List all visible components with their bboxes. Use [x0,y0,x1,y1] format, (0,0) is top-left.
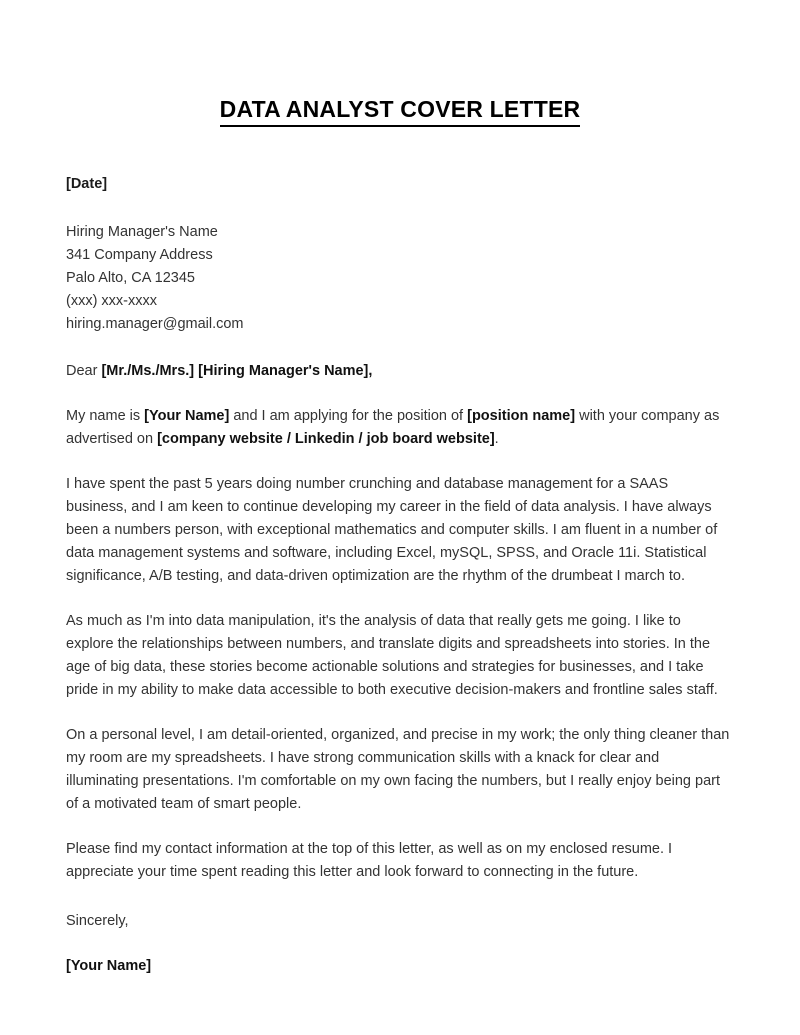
paragraph-1-part-1: My name is [66,407,145,424]
body-paragraph-3: As much as I'm into data manipulation, it's the analysis of data that really gets me going. I like to explore the relationships between numbers, and translate digits and spreadsheets into stories. In the age of big data, these stories become actionable solutions and strategies for businesses, and I take pride in my ability to make data accessible to both executive decision-makers and frontline sales staff. [66,612,718,698]
recipient-email: hiring.manager@gmail.com [66,315,244,332]
recipient-city-state-zip: Palo Alto, CA 12345 [66,269,195,286]
closing-line: Sincerely, [66,912,129,929]
salutation-greeting: Dear [66,362,102,379]
paragraph-1-part-4: . [494,430,499,447]
page-title-text: DATA ANALYST COVER LETTER [220,96,581,127]
recipient-address-block [66,196,734,336]
your-name-placeholder: [Your Name] [144,407,230,424]
page-title [66,0,734,127]
paragraph-1-part-2: and I am applying for the position of [229,407,468,424]
recipient-street: 341 Company Address [66,246,213,263]
salutation-line [66,336,734,383]
company-website-placeholder: [company website / Linkedin / job board website] [157,430,495,447]
salutation-name-placeholder: [Hiring Manager's Name], [198,362,373,379]
body-paragraph-1 [66,383,732,451]
recipient-phone: (xxx) xxx-xxxx [66,292,158,309]
date-placeholder: [Date] [66,175,108,192]
body-paragraph-4: On a personal level, I am detail-oriented, organized, and precise in my work; the only thing cleaner than my room are my spreadsheets. I have strong communication skills with a knack for clear and illuminating presentations. I'm comfortable on my own facing the numbers, but I really enjoy being part of a motivated team of smart people. [66,726,730,812]
salutation-title-placeholder: [Mr./Ms./Mrs.] [101,362,195,379]
signature-placeholder: [Your Name] [66,957,152,974]
paragraph-1-part-3: with your company as advertised on [66,407,720,447]
body-paragraph-2: I have spent the past 5 years doing number crunching and database management for a SAAS business, and I am keen to continue developing my career in the field of data analysis. I have always been a numbers person, with exceptional mathematics and computer skills. I am fluent in a number of data management systems and software, including Excel, mySQL, SPSS, and Oracle 11i. Statistical significance, A/B testing, and data-driven optimization are the rhythm of the drumbeat I march to. [66,475,718,584]
recipient-name: Hiring Manager's Name [66,223,218,240]
body-paragraph-5: Please find my contact information at the top of this letter, as well as on my enclosed resume. I appreciate your time spent reading this letter and look forward to connecting in the future. [66,840,673,880]
position-name-placeholder: [position name] [467,407,576,424]
